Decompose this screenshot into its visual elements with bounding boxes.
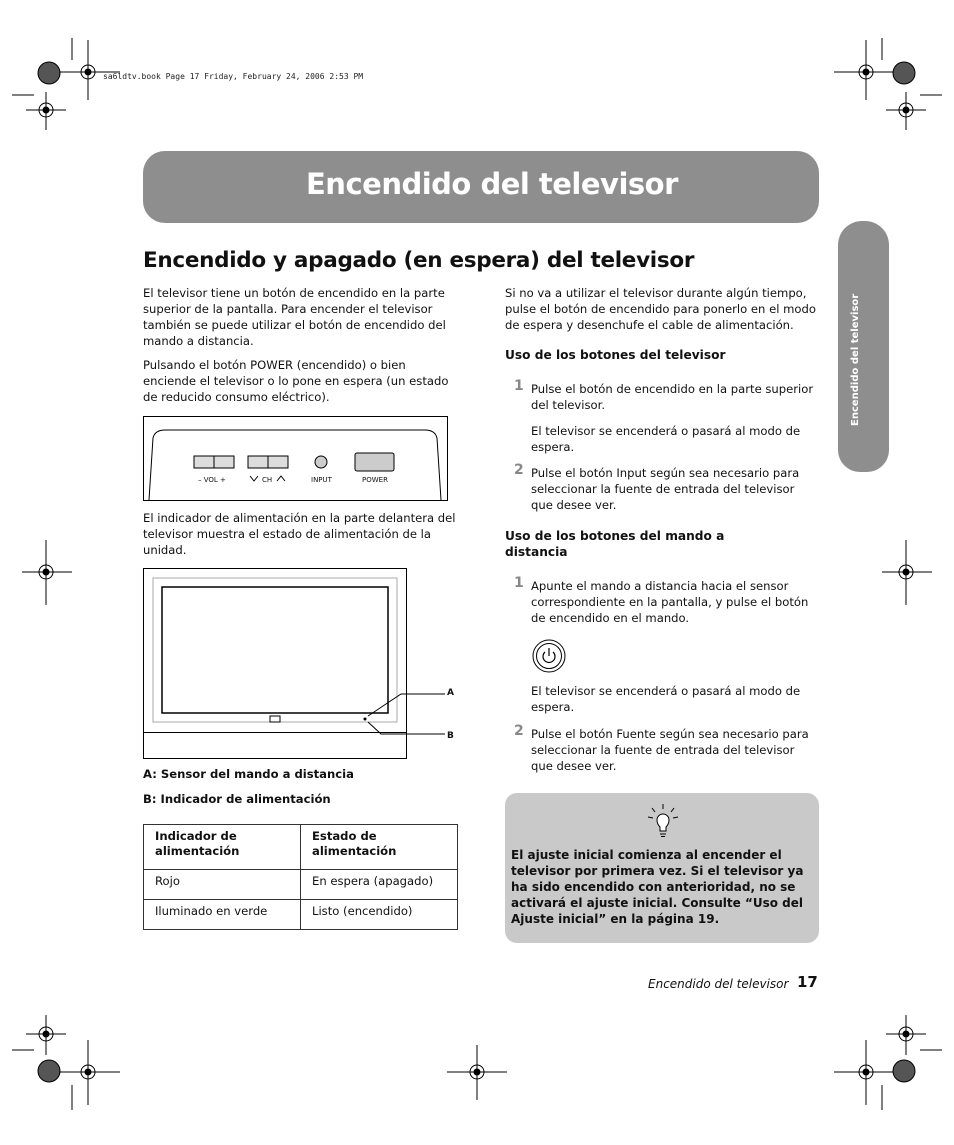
- caption-a: A: Sensor del mando a distancia: [143, 767, 354, 781]
- tv-panel-drawing: [143, 416, 448, 501]
- left-paragraph-2: Pulsando el botón POWER (encendido) o bien enciende el televisor o lo pone en espera (un estado de reducido consumo eléctrico).: [143, 358, 449, 404]
- tip-note-text: El ajuste inicial comienza al encender el televisor por primera vez. Si el televisor ya ha sido encendido con anterioridad, no se activará el ajuste inicial. Consulte “Uso del Ajuste inicial” en la página 19.: [511, 848, 804, 926]
- table-header-state: Estado de alimentación: [301, 825, 458, 870]
- step-result: El televisor se encenderá o pasará al modo de espera.: [531, 424, 801, 454]
- vol-label: – VOL +: [198, 476, 226, 484]
- power-label: POWER: [362, 476, 388, 484]
- table-cell: Iluminado en verde: [144, 900, 301, 930]
- tip-note-box: [505, 793, 819, 943]
- step-number: 2: [514, 462, 524, 478]
- page-number: 17: [797, 973, 818, 991]
- step-text: Apunte el mando a distancia hacia el sensor correspondiente en la pantalla, y pulse el botón de encendido en el mando.: [531, 579, 809, 625]
- step-number: 2: [514, 723, 524, 739]
- side-tab: [838, 221, 889, 472]
- table-cell: En espera (apagado): [301, 870, 458, 900]
- table-cell: Rojo: [144, 870, 301, 900]
- lightbulb-icon: [646, 803, 680, 843]
- table-row: [144, 870, 458, 900]
- power-button-icon: [531, 638, 567, 678]
- input-label: INPUT: [311, 476, 332, 484]
- subheading-remote-buttons: Uso de los botones del mando a distancia: [505, 529, 725, 559]
- step-number: 1: [514, 575, 524, 591]
- ch-label: CH: [262, 476, 273, 484]
- callout-b: B: [447, 731, 454, 741]
- step-result: El televisor se encenderá o pasará al modo de espera.: [531, 684, 801, 714]
- tv-front-drawing: [143, 568, 463, 763]
- step-text: Pulse el botón Input según sea necesario para seleccionar la fuente de entrada del televisor que desee ver.: [531, 466, 800, 512]
- section-title: Encendido y apagado (en espera) del televisor: [143, 248, 695, 273]
- step-number: 1: [514, 378, 524, 394]
- step-text: Pulse el botón de encendido en la parte superior del televisor.: [531, 382, 814, 412]
- chapter-title: Encendido del televisor: [306, 167, 678, 201]
- chapter-title-bar: [143, 151, 819, 223]
- power-indicator-table: [143, 824, 458, 930]
- side-tab-label: Encendido del televisor: [850, 293, 861, 426]
- footer-title: Encendido del televisor: [648, 977, 789, 991]
- right-paragraph-1: Si no va a utilizar el televisor durante algún tiempo, pulse el botón de encendido para ponerlo en el modo de espera y desenchufe el cable de alimentación.: [505, 286, 816, 332]
- tv-front-illustration: [143, 568, 463, 763]
- tv-button-panel-illustration: [143, 416, 448, 501]
- left-paragraph-1: El televisor tiene un botón de encendido en la parte superior de la pantalla. Para encender el televisor también se puede utilizar el botón de encendido del mando a distancia.: [143, 286, 446, 348]
- subheading-tv-buttons: Uso de los botones del televisor: [505, 348, 726, 362]
- left-paragraph-3: El indicador de alimentación en la parte delantera del televisor muestra el estado de alimentación de la unidad.: [143, 511, 456, 557]
- table-header-row: [144, 825, 458, 870]
- table-header-indicator: Indicador de alimentación: [144, 825, 301, 870]
- table-row: [144, 900, 458, 930]
- table-cell: Listo (encendido): [301, 900, 458, 930]
- print-header: sa6ldtv.book Page 17 Friday, February 24, 2006 2:53 PM: [103, 72, 364, 81]
- callout-a: A: [447, 688, 454, 698]
- caption-b: B: Indicador de alimentación: [143, 792, 331, 806]
- step-text: Pulse el botón Fuente según sea necesario para seleccionar la fuente de entrada del televisor que desee ver.: [531, 727, 809, 773]
